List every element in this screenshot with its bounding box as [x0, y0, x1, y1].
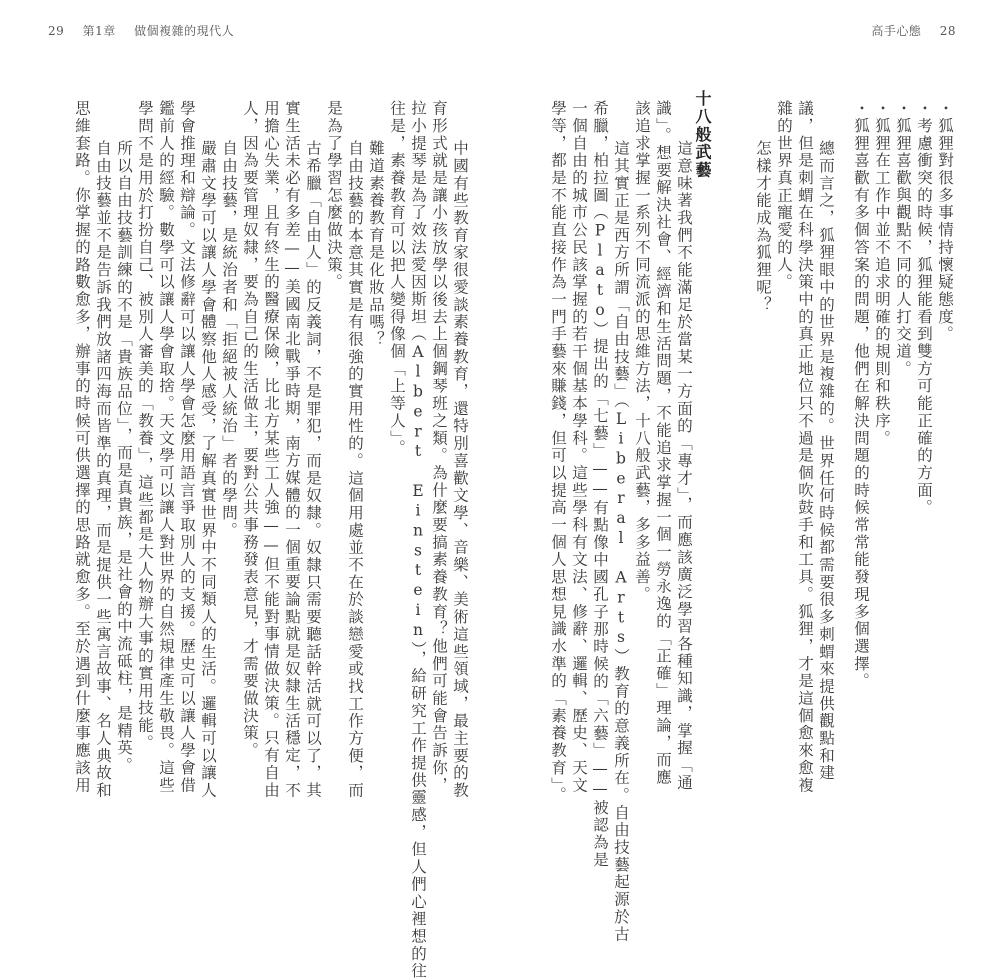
paragraph-column: 識」。想要解決社會、經濟和生活問題，不能追求掌握一個一勞永逸的「正確」理論，而應 — [654, 100, 672, 787]
paragraph-column: 自由技藝並不是告訴我們放諸四海而皆準的真理，而是提供一些寓言故事、名人典故和 — [94, 140, 112, 800]
bullet-item: ・考慮衝突的時候，狐狸能看到雙方可能正確的方面。 — [915, 100, 933, 517]
paragraph-column: 該追求掌握一系列不同流派的思維方法，十八般武藝，多多益善。 — [633, 100, 651, 604]
paragraph-column: 學等，都是不能直接作為一門手藝來賺錢，但可以提高一個人思想見識水準的「素養教育」。 — [549, 100, 567, 804]
paragraph-column: 用擔心失業，且有終生的醫療保險，比北方某些工人強——但不能對事情做決策。只有自由 — [262, 100, 280, 799]
paragraph-column: 鑑前人的經驗。數學可以讓人學會取捨。天文學可以讓人對世界的自然規律產生敬畏。這些 — [157, 100, 175, 794]
right-page-header — [857, 22, 956, 39]
paragraph-column: 總而言之，狐狸眼中的世界是複雜的。世界任何時候都需要很多刺蝟來提供觀點和建 — [817, 140, 835, 782]
paragraph-column: 議，但是刺蝟在科學決策中的真正地位只不過是個吹鼓手和工具。狐狸，才是這個愈來愈複 — [796, 100, 814, 794]
left-page-number: 29 — [48, 24, 65, 38]
paragraph-column: 自由技藝，是統治者和「拒絕被人統治」者的學問。 — [220, 140, 238, 540]
paragraph-column: 嚴肅文學可以讓人學會體察他人感受，了解真實世界中不同類人的生活。邏輯可以讓人 — [199, 140, 217, 800]
paragraph-column: 所以自由技藝訓練的不是「貴族品位」，而是真貴族，是社會的中流砥柱，是精英。 — [115, 140, 133, 775]
chapter-label: 第1章 — [82, 24, 116, 38]
section-heading: 十八般武藝 — [693, 90, 712, 180]
paragraph-column: 一個自由的城市公民該掌握的若干個基本學科。這些學科有文法、修辭、邏輯、歷史、天文 — [570, 100, 588, 794]
paragraph-column: 育形式就是讓小孩放學以後去上個鋼琴班之類。為什麼要搞素養教育？他們可能會告訴你， — [430, 100, 448, 794]
paragraph-column: 古希臘「自由人」的反義詞，不是罪犯，而是奴隸。奴隸只需要聽話幹活就可以了，其 — [304, 140, 322, 800]
bullet-item: ・狐狸對很多事情持懷疑態度。 — [936, 100, 954, 343]
bullet-item: ・狐狸喜歡有多個答案的問題，他們在解決問題的時候常常能發現多個選擇。 — [852, 100, 870, 690]
left-page — [0, 100, 500, 980]
paragraph-column: 思維套路。你掌握的路數愈多，辦事的時候可供選擇的思路就愈多。至於遇到什麼事應該用 — [73, 100, 91, 794]
paragraph-column: 中國有些教育家很愛談素養教育，還特別喜歡文學、音樂、美術這些領域，最主要的教 — [451, 140, 469, 800]
paragraph-column: 希臘，柏拉圖（Plato）提出的「七藝」——有點像中國孔子那時候的「六藝」——被認為是 — [591, 100, 609, 869]
chapter-title: 做個複雜的現代人 — [134, 24, 235, 38]
right-page-number: 28 — [939, 24, 956, 38]
left-page-header — [48, 22, 248, 39]
bullet-item: ・狐狸在工作中並不追求明確的規則和秩序。 — [873, 100, 891, 447]
paragraph-column: 這意味著我們不能滿足於當某一方面的「專才」，而應該廣泛學習各種知識，掌握「通 — [675, 140, 693, 792]
bullet-item: ・狐狸喜歡與觀點不同的人打交道。 — [894, 100, 912, 378]
paragraph-column: 難道素養教育是化妝品嗎？ — [367, 140, 385, 349]
paragraph-column: 學會推理和辯論。文法修辭可以讓人學會怎麼用語言爭取別人的支援。歷史可以讓人學會借 — [178, 100, 196, 794]
paragraph-column: 學問不是用於打扮自己、被別人審美的「教養」，這些都是大人物辦大事的實用技能。 — [136, 100, 154, 752]
paragraph-column: 是為了學習怎麼做決策。 — [325, 100, 343, 291]
paragraph-column: 實生活未必有多差——美國南北戰爭時期，南方媒體的一個重要論點就是奴隸生活穩定，不 — [283, 100, 301, 799]
paragraph-column: 人，因為要管理奴隸，要為自己的生活做主，要對公共事務發表意見，才需要做決策。 — [241, 100, 259, 760]
book-title: 高手心態 — [871, 24, 922, 38]
paragraph-column: 拉小提琴是為了效法愛因斯坦（Albert Einstein），給研究工作提供靈感，但人們心裡想的往 — [409, 100, 427, 980]
paragraph-column: 雜的世界真正寵愛的人。 — [775, 100, 793, 291]
paragraph-column: 這其實正是西方所謂「自由技藝」（Liberal Arts）教育的意義所在。自由技藝起源於古 — [612, 140, 630, 943]
paragraph-column: 自由技藝的本意其實是有很強的實用性的。這個用處並不在於談戀愛或找工作方便，而 — [346, 140, 364, 800]
paragraph-column: 怎樣才能成為狐狸呢？ — [754, 140, 772, 314]
paragraph-column: 往是，素養教育可以把人變得像個「上等人」。 — [388, 100, 406, 457]
